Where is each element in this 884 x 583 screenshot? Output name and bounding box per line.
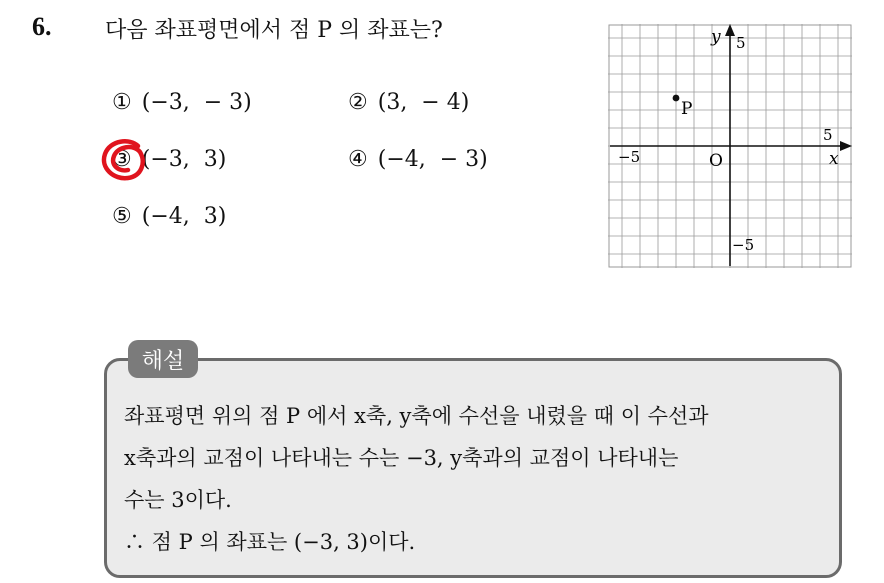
solution-line-3: 수는 3이다. [124,488,232,512]
x-axis-label: x [829,149,839,169]
solution-text [124,395,834,563]
axes [610,24,852,266]
coordinate-plane [608,24,852,268]
option-2-marker: ② [348,90,368,115]
option-1[interactable] [112,90,252,115]
tick-label-y-top: 5 [736,34,746,52]
option-3-marker: ③ [112,147,132,172]
option-5-marker: ⑤ [112,204,132,229]
option-2-value: (3, − 4) [377,90,470,115]
solution-label: 해설 [128,340,198,378]
y-axis-label: y [711,27,721,47]
point-p-label: P [681,99,693,119]
y-axis-arrow [725,24,735,36]
x-axis-arrow [840,141,852,151]
tick-label-y-bottom: −5 [732,236,755,254]
question-text: 다음 좌표평면에서 점 P 의 좌표는? [105,18,443,43]
option-4[interactable] [348,147,488,172]
option-4-marker: ④ [348,147,368,172]
origin-label: O [709,151,723,171]
option-2[interactable] [348,90,469,115]
point-p [673,95,680,102]
question-number: 6. [32,12,52,41]
solution-line-4: ∴ 점 P 의 좌표는 (−3, 3)이다. [124,530,416,554]
option-1-marker: ① [112,90,132,115]
option-1-value: (−3, − 3) [141,90,252,115]
option-3[interactable] [112,147,226,172]
solution-line-2: x축과의 교점이 나타내는 수는 −3, y축과의 교점이 나타내는 [124,446,679,470]
tick-label-x-right: 5 [823,126,833,144]
option-4-value: (−4, − 3) [377,147,488,172]
option-3-value: (−3, 3) [141,147,227,172]
solution-line-1: 좌표평면 위의 점 P 에서 x축, y축에 수선을 내렸을 때 이 수선과 [124,404,709,428]
option-5-value: (−4, 3) [141,204,227,229]
tick-label-x-left: −5 [618,148,641,166]
option-5[interactable] [112,204,226,229]
